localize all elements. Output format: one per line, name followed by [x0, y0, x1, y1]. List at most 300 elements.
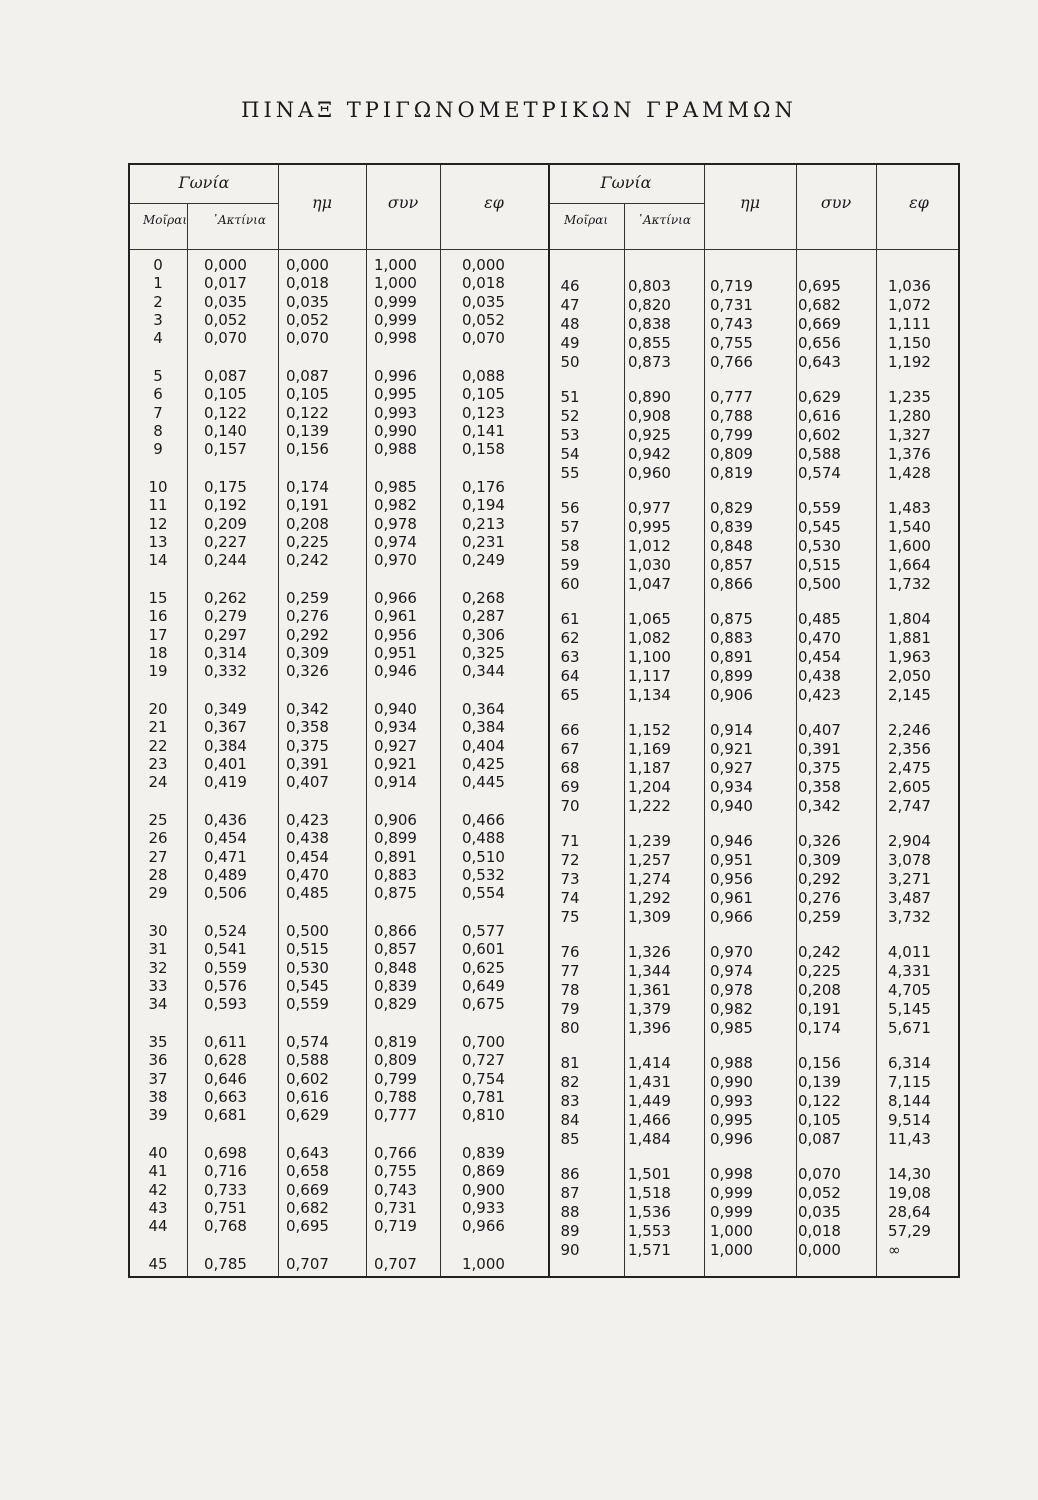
- right-ef-cell: 1,483: [888, 499, 931, 517]
- header-hm-right: ημ: [740, 193, 760, 212]
- left-moirai-cell: 13: [148, 532, 168, 551]
- left-hm-cell: 0,530: [286, 958, 329, 977]
- right-hm-cell: 0,985: [710, 1019, 753, 1038]
- right-moirai-cell: 65: [560, 686, 580, 705]
- right-hm-cell: 0,809: [710, 445, 753, 464]
- right-hm-cell: 0,999: [710, 1203, 753, 1222]
- left-syn-cell: 0,985: [374, 478, 417, 496]
- left-ef-cell: 0,532: [462, 865, 505, 884]
- right-syn-cell: 0,454: [798, 648, 841, 667]
- left-moirai-cell: 44: [148, 1217, 168, 1236]
- right-aktinia-cell: 1,187: [628, 759, 671, 778]
- right-aktinia-cell: 0,908: [628, 407, 671, 426]
- left-syn-cell: 0,982: [374, 496, 417, 515]
- left-syn-cell: 0,875: [374, 884, 417, 903]
- left-hm-cell: 0,242: [286, 551, 329, 570]
- left-syn-cell: 0,927: [374, 736, 417, 755]
- right-moirai-cell: 88: [560, 1203, 580, 1222]
- right-syn-cell: 0,695: [798, 277, 841, 295]
- left-hm-cell: 0,174: [286, 478, 329, 496]
- right-ef-cell: 28,64: [888, 1203, 931, 1222]
- left-aktinia-cell: 0,367: [204, 718, 247, 737]
- right-aktinia-cell: 1,239: [628, 832, 671, 850]
- header-gonia-right: Γωνία: [600, 173, 652, 192]
- left-ef-cell: 0,900: [462, 1180, 505, 1199]
- right-hm-cell: 0,848: [710, 537, 753, 556]
- header-aktinia-left: ᾽Ακτίνια: [212, 213, 266, 227]
- left-ef-cell: 0,404: [462, 736, 505, 755]
- left-aktinia-cell: 0,489: [204, 865, 247, 884]
- right-syn-cell: 0,407: [798, 721, 841, 739]
- right-ef-cell: 2,356: [888, 740, 931, 759]
- right-hm-cell: 0,940: [710, 797, 753, 816]
- right-hm-cell: 0,996: [710, 1130, 753, 1149]
- left-ef-cell: 0,000: [462, 256, 505, 274]
- right-moirai-cell: 59: [560, 556, 580, 575]
- right-syn-cell: 0,358: [798, 778, 841, 797]
- left-ef-cell: 0,966: [462, 1217, 505, 1236]
- right-hm-cell: 0,951: [710, 851, 753, 870]
- left-moirai-cell: 14: [148, 551, 168, 570]
- right-moirai-cell: 86: [560, 1165, 580, 1183]
- left-aktinia-cell: 0,035: [204, 292, 247, 311]
- right-syn-cell: 0,292: [798, 870, 841, 889]
- right-hm-cell: 0,946: [710, 832, 753, 850]
- left-syn-cell: 0,998: [374, 329, 417, 348]
- header-ef-right: εφ: [909, 193, 929, 212]
- left-moirai-cell: 4: [153, 329, 163, 348]
- right-moirai-cell: 83: [560, 1092, 580, 1111]
- right-moirai-cell: 80: [560, 1019, 580, 1038]
- left-syn-cell: 1,000: [374, 256, 417, 274]
- right-hm-cell: 0,906: [710, 686, 753, 705]
- page-title: ΠΙΝΑΞ ΤΡΙΓΩΝΟΜΕΤΡΙΚΩΝ ΓΡΑΜΜΩΝ: [241, 98, 797, 122]
- right-aktinia-cell: 1,309: [628, 908, 671, 927]
- left-syn-cell: 0,906: [374, 811, 417, 829]
- right-hm-cell: 0,927: [710, 759, 753, 778]
- right-ef-cell: 1,540: [888, 518, 931, 537]
- left-moirai-cell: 33: [148, 976, 168, 995]
- left-aktinia-cell: 0,768: [204, 1217, 247, 1236]
- left-aktinia-cell: 0,157: [204, 440, 247, 459]
- right-aktinia-cell: 1,396: [628, 1019, 671, 1038]
- right-ef-cell: 2,904: [888, 832, 931, 850]
- left-moirai-cell: 23: [148, 754, 168, 773]
- left-aktinia-cell: 0,384: [204, 736, 247, 755]
- right-syn-cell: 0,629: [798, 388, 841, 406]
- right-moirai-cell: 77: [560, 962, 580, 981]
- right-syn-cell: 0,000: [798, 1241, 841, 1260]
- left-ef-cell: 0,649: [462, 976, 505, 995]
- right-aktinia-cell: 1,466: [628, 1111, 671, 1130]
- left-hm-cell: 0,035: [286, 292, 329, 311]
- right-ef-cell: 3,487: [888, 889, 931, 908]
- right-moirai-cell: 52: [560, 407, 580, 426]
- right-hm-cell: 0,799: [710, 426, 753, 445]
- header-syn-left: συν: [387, 193, 419, 212]
- right-moirai-cell: 66: [560, 721, 580, 739]
- gonia-underline-right: [548, 203, 704, 204]
- left-moirai-cell: 38: [148, 1087, 168, 1106]
- right-ef-cell: 11,43: [888, 1130, 931, 1149]
- right-aktinia-cell: 1,571: [628, 1241, 671, 1260]
- left-ef-cell: 0,869: [462, 1162, 505, 1181]
- left-syn-cell: 0,961: [374, 607, 417, 626]
- left-ef-cell: 0,213: [462, 514, 505, 533]
- right-aktinia-cell: 0,995: [628, 518, 671, 537]
- left-moirai-cell: 41: [148, 1162, 168, 1181]
- left-hm-cell: 0,018: [286, 274, 329, 293]
- left-ef-cell: 0,577: [462, 922, 505, 940]
- right-hm-cell: 0,788: [710, 407, 753, 426]
- right-hm-cell: 0,966: [710, 908, 753, 927]
- left-aktinia-cell: 0,576: [204, 976, 247, 995]
- right-moirai-cell: 74: [560, 889, 580, 908]
- left-aktinia-cell: 0,716: [204, 1162, 247, 1181]
- right-aktinia-cell: 1,484: [628, 1130, 671, 1149]
- right-aktinia-cell: 1,292: [628, 889, 671, 908]
- left-hm-cell: 0,454: [286, 847, 329, 866]
- left-moirai-cell: 21: [148, 718, 168, 737]
- left-syn-cell: 0,755: [374, 1162, 417, 1181]
- left-hm-cell: 0,259: [286, 589, 329, 607]
- left-aktinia-cell: 0,052: [204, 310, 247, 329]
- right-aktinia-cell: 0,820: [628, 296, 671, 315]
- left-hm-cell: 0,545: [286, 976, 329, 995]
- right-ef-cell: 3,078: [888, 851, 931, 870]
- right-ef-cell: 9,514: [888, 1111, 931, 1130]
- left-ef-cell: 0,488: [462, 829, 505, 848]
- right-hm-cell: 0,857: [710, 556, 753, 575]
- right-hm-cell: 0,978: [710, 981, 753, 1000]
- left-syn-cell: 0,866: [374, 922, 417, 940]
- left-ef-cell: 0,933: [462, 1198, 505, 1217]
- right-hm-cell: 0,961: [710, 889, 753, 908]
- right-syn-cell: 0,052: [798, 1184, 841, 1203]
- right-moirai-cell: 47: [560, 296, 580, 315]
- left-ef-cell: 0,344: [462, 662, 505, 681]
- left-syn-cell: 0,743: [374, 1180, 417, 1199]
- left-ef-cell: 0,018: [462, 274, 505, 293]
- left-aktinia-cell: 0,506: [204, 884, 247, 903]
- right-syn-cell: 0,588: [798, 445, 841, 464]
- right-syn-cell: 0,500: [798, 575, 841, 594]
- right-ef-cell: 1,376: [888, 445, 931, 464]
- left-syn-cell: 0,978: [374, 514, 417, 533]
- left-hm-cell: 0,156: [286, 440, 329, 459]
- left-hm-cell: 0,358: [286, 718, 329, 737]
- right-hm-cell: 0,990: [710, 1073, 753, 1092]
- left-hm-cell: 0,309: [286, 643, 329, 662]
- right-aktinia-cell: 1,065: [628, 610, 671, 628]
- left-aktinia-cell: 0,279: [204, 607, 247, 626]
- right-ef-cell: 6,314: [888, 1054, 931, 1072]
- right-moirai-cell: 69: [560, 778, 580, 797]
- right-ef-cell: 1,664: [888, 556, 931, 575]
- right-syn-cell: 0,191: [798, 1000, 841, 1019]
- right-moirai-cell: 51: [560, 388, 580, 406]
- right-aktinia-cell: 0,977: [628, 499, 671, 517]
- right-aktinia-cell: 1,117: [628, 667, 671, 686]
- right-syn-cell: 0,259: [798, 908, 841, 927]
- left-syn-cell: 0,951: [374, 643, 417, 662]
- left-syn-cell: 0,799: [374, 1069, 417, 1088]
- right-syn-cell: 0,035: [798, 1203, 841, 1222]
- left-hm-cell: 0,616: [286, 1087, 329, 1106]
- left-ef-cell: 0,105: [462, 385, 505, 404]
- left-hm-cell: 0,629: [286, 1106, 329, 1125]
- right-hm-cell: 0,988: [710, 1054, 753, 1072]
- right-moirai-cell: 49: [560, 334, 580, 353]
- left-ef-cell: 0,306: [462, 625, 505, 644]
- left-moirai-cell: 37: [148, 1069, 168, 1088]
- left-moirai-cell: 22: [148, 736, 168, 755]
- right-syn-cell: 0,574: [798, 464, 841, 483]
- col-divider: [796, 165, 797, 1276]
- right-syn-cell: 0,545: [798, 518, 841, 537]
- left-hm-cell: 0,276: [286, 607, 329, 626]
- header-moirai-right: Μοῖραι: [563, 213, 609, 227]
- left-ef-cell: 0,249: [462, 551, 505, 570]
- left-ef-cell: 0,194: [462, 496, 505, 515]
- right-hm-cell: 0,974: [710, 962, 753, 981]
- left-ef-cell: 0,466: [462, 811, 505, 829]
- right-moirai-cell: 64: [560, 667, 580, 686]
- left-ef-cell: 0,035: [462, 292, 505, 311]
- right-ef-cell: 1,804: [888, 610, 931, 628]
- left-syn-cell: 0,899: [374, 829, 417, 848]
- left-aktinia-cell: 0,436: [204, 811, 247, 829]
- right-syn-cell: 0,139: [798, 1073, 841, 1092]
- left-hm-cell: 0,658: [286, 1162, 329, 1181]
- right-syn-cell: 0,174: [798, 1019, 841, 1038]
- left-aktinia-cell: 0,401: [204, 754, 247, 773]
- right-ef-cell: ∞: [888, 1241, 901, 1260]
- left-aktinia-cell: 0,751: [204, 1198, 247, 1217]
- left-hm-cell: 0,707: [286, 1255, 329, 1273]
- left-ef-cell: 0,070: [462, 329, 505, 348]
- right-syn-cell: 0,559: [798, 499, 841, 517]
- left-hm-cell: 0,070: [286, 329, 329, 348]
- right-ef-cell: 5,145: [888, 1000, 931, 1019]
- left-moirai-cell: 9: [153, 440, 163, 459]
- left-syn-cell: 0,719: [374, 1217, 417, 1236]
- left-hm-cell: 0,438: [286, 829, 329, 848]
- left-aktinia-cell: 0,209: [204, 514, 247, 533]
- right-aktinia-cell: 1,326: [628, 943, 671, 961]
- left-aktinia-cell: 0,349: [204, 700, 247, 718]
- left-syn-cell: 0,819: [374, 1033, 417, 1051]
- left-moirai-cell: 16: [148, 607, 168, 626]
- left-hm-cell: 0,105: [286, 385, 329, 404]
- left-ef-cell: 0,287: [462, 607, 505, 626]
- right-syn-cell: 0,669: [798, 315, 841, 334]
- left-aktinia-cell: 0,000: [204, 256, 247, 274]
- left-moirai-cell: 36: [148, 1051, 168, 1070]
- left-hm-cell: 0,191: [286, 496, 329, 515]
- header-gonia-left: Γωνία: [178, 173, 230, 192]
- left-syn-cell: 0,883: [374, 865, 417, 884]
- left-moirai-cell: 12: [148, 514, 168, 533]
- right-hm-cell: 0,839: [710, 518, 753, 537]
- right-moirai-cell: 53: [560, 426, 580, 445]
- left-moirai-cell: 6: [153, 385, 163, 404]
- left-moirai-cell: 1: [153, 274, 163, 293]
- right-syn-cell: 0,515: [798, 556, 841, 575]
- left-ef-cell: 0,158: [462, 440, 505, 459]
- left-ef-cell: 0,325: [462, 643, 505, 662]
- right-ef-cell: 1,235: [888, 388, 931, 406]
- right-hm-cell: 0,883: [710, 629, 753, 648]
- right-syn-cell: 0,530: [798, 537, 841, 556]
- left-syn-cell: 0,956: [374, 625, 417, 644]
- left-hm-cell: 0,643: [286, 1144, 329, 1162]
- right-syn-cell: 0,470: [798, 629, 841, 648]
- left-syn-cell: 0,974: [374, 532, 417, 551]
- left-moirai-cell: 2: [153, 292, 163, 311]
- left-hm-cell: 0,695: [286, 1217, 329, 1236]
- right-aktinia-cell: 1,518: [628, 1184, 671, 1203]
- left-hm-cell: 0,515: [286, 940, 329, 959]
- right-moirai-cell: 63: [560, 648, 580, 667]
- left-syn-cell: 0,766: [374, 1144, 417, 1162]
- right-hm-cell: 0,934: [710, 778, 753, 797]
- right-hm-cell: 0,899: [710, 667, 753, 686]
- left-ef-cell: 0,052: [462, 310, 505, 329]
- right-hm-cell: 0,999: [710, 1184, 753, 1203]
- left-moirai-cell: 25: [148, 811, 168, 829]
- right-moirai-cell: 50: [560, 353, 580, 372]
- left-hm-cell: 0,052: [286, 310, 329, 329]
- right-ef-cell: 1,192: [888, 353, 931, 372]
- right-ef-cell: 3,732: [888, 908, 931, 927]
- left-aktinia-cell: 0,593: [204, 995, 247, 1014]
- left-syn-cell: 0,857: [374, 940, 417, 959]
- right-moirai-cell: 71: [560, 832, 580, 850]
- right-moirai-cell: 84: [560, 1111, 580, 1130]
- right-aktinia-cell: 0,855: [628, 334, 671, 353]
- right-moirai-cell: 58: [560, 537, 580, 556]
- left-aktinia-cell: 0,017: [204, 274, 247, 293]
- left-moirai-cell: 27: [148, 847, 168, 866]
- left-syn-cell: 0,848: [374, 958, 417, 977]
- right-hm-cell: 0,914: [710, 721, 753, 739]
- right-ef-cell: 4,331: [888, 962, 931, 981]
- left-hm-cell: 0,208: [286, 514, 329, 533]
- left-hm-cell: 0,292: [286, 625, 329, 644]
- left-ef-cell: 0,176: [462, 478, 505, 496]
- right-moirai-cell: 46: [560, 277, 580, 295]
- left-moirai-cell: 18: [148, 643, 168, 662]
- left-moirai-cell: 24: [148, 773, 168, 792]
- left-moirai-cell: 0: [153, 256, 163, 274]
- right-ef-cell: 5,671: [888, 1019, 931, 1038]
- left-aktinia-cell: 0,663: [204, 1087, 247, 1106]
- left-ef-cell: 0,625: [462, 958, 505, 977]
- right-ef-cell: 4,705: [888, 981, 931, 1000]
- right-aktinia-cell: 0,960: [628, 464, 671, 483]
- right-moirai-cell: 70: [560, 797, 580, 816]
- left-aktinia-cell: 0,541: [204, 940, 247, 959]
- right-aktinia-cell: 0,925: [628, 426, 671, 445]
- right-hm-cell: 0,743: [710, 315, 753, 334]
- left-moirai-cell: 39: [148, 1106, 168, 1125]
- left-moirai-cell: 42: [148, 1180, 168, 1199]
- left-aktinia-cell: 0,611: [204, 1033, 247, 1051]
- right-syn-cell: 0,391: [798, 740, 841, 759]
- left-ef-cell: 0,364: [462, 700, 505, 718]
- right-moirai-cell: 79: [560, 1000, 580, 1019]
- right-syn-cell: 0,326: [798, 832, 841, 850]
- right-moirai-cell: 56: [560, 499, 580, 517]
- left-syn-cell: 0,946: [374, 662, 417, 681]
- left-moirai-cell: 19: [148, 662, 168, 681]
- left-hm-cell: 0,375: [286, 736, 329, 755]
- left-syn-cell: 0,731: [374, 1198, 417, 1217]
- left-aktinia-cell: 0,646: [204, 1069, 247, 1088]
- left-moirai-cell: 30: [148, 922, 168, 940]
- right-syn-cell: 0,616: [798, 407, 841, 426]
- left-ef-cell: 0,601: [462, 940, 505, 959]
- left-syn-cell: 0,839: [374, 976, 417, 995]
- left-syn-cell: 0,788: [374, 1087, 417, 1106]
- left-aktinia-cell: 0,227: [204, 532, 247, 551]
- right-aktinia-cell: 1,501: [628, 1165, 671, 1183]
- left-hm-cell: 0,000: [286, 256, 329, 274]
- left-moirai-cell: 7: [153, 403, 163, 422]
- right-aktinia-cell: 1,169: [628, 740, 671, 759]
- left-aktinia-cell: 0,471: [204, 847, 247, 866]
- left-aktinia-cell: 0,070: [204, 329, 247, 348]
- header-rule: [130, 249, 958, 250]
- right-syn-cell: 0,309: [798, 851, 841, 870]
- left-aktinia-cell: 0,628: [204, 1051, 247, 1070]
- left-hm-cell: 0,470: [286, 865, 329, 884]
- right-ef-cell: 1,327: [888, 426, 931, 445]
- right-aktinia-cell: 1,204: [628, 778, 671, 797]
- left-aktinia-cell: 0,698: [204, 1144, 247, 1162]
- right-syn-cell: 0,122: [798, 1092, 841, 1111]
- gonia-underline-left: [130, 203, 278, 204]
- left-moirai-cell: 20: [148, 700, 168, 718]
- left-moirai-cell: 8: [153, 421, 163, 440]
- left-aktinia-cell: 0,419: [204, 773, 247, 792]
- right-syn-cell: 0,087: [798, 1130, 841, 1149]
- left-hm-cell: 0,326: [286, 662, 329, 681]
- left-hm-cell: 0,407: [286, 773, 329, 792]
- left-hm-cell: 0,485: [286, 884, 329, 903]
- right-aktinia-cell: 1,134: [628, 686, 671, 705]
- left-syn-cell: 1,000: [374, 274, 417, 293]
- right-aktinia-cell: 1,012: [628, 537, 671, 556]
- col-divider: [187, 203, 188, 1276]
- right-hm-cell: 0,995: [710, 1111, 753, 1130]
- left-hm-cell: 0,574: [286, 1033, 329, 1051]
- right-ef-cell: 2,605: [888, 778, 931, 797]
- left-aktinia-cell: 0,105: [204, 385, 247, 404]
- left-syn-cell: 0,940: [374, 700, 417, 718]
- left-ef-cell: 0,675: [462, 995, 505, 1014]
- right-hm-cell: 0,998: [710, 1165, 753, 1183]
- right-moirai-cell: 61: [560, 610, 580, 628]
- right-aktinia-cell: 1,082: [628, 629, 671, 648]
- header-moirai-left: Μοῖραι: [142, 213, 188, 227]
- left-syn-cell: 0,966: [374, 589, 417, 607]
- right-hm-cell: 0,731: [710, 296, 753, 315]
- right-syn-cell: 0,656: [798, 334, 841, 353]
- right-aktinia-cell: 1,047: [628, 575, 671, 594]
- right-aktinia-cell: 1,100: [628, 648, 671, 667]
